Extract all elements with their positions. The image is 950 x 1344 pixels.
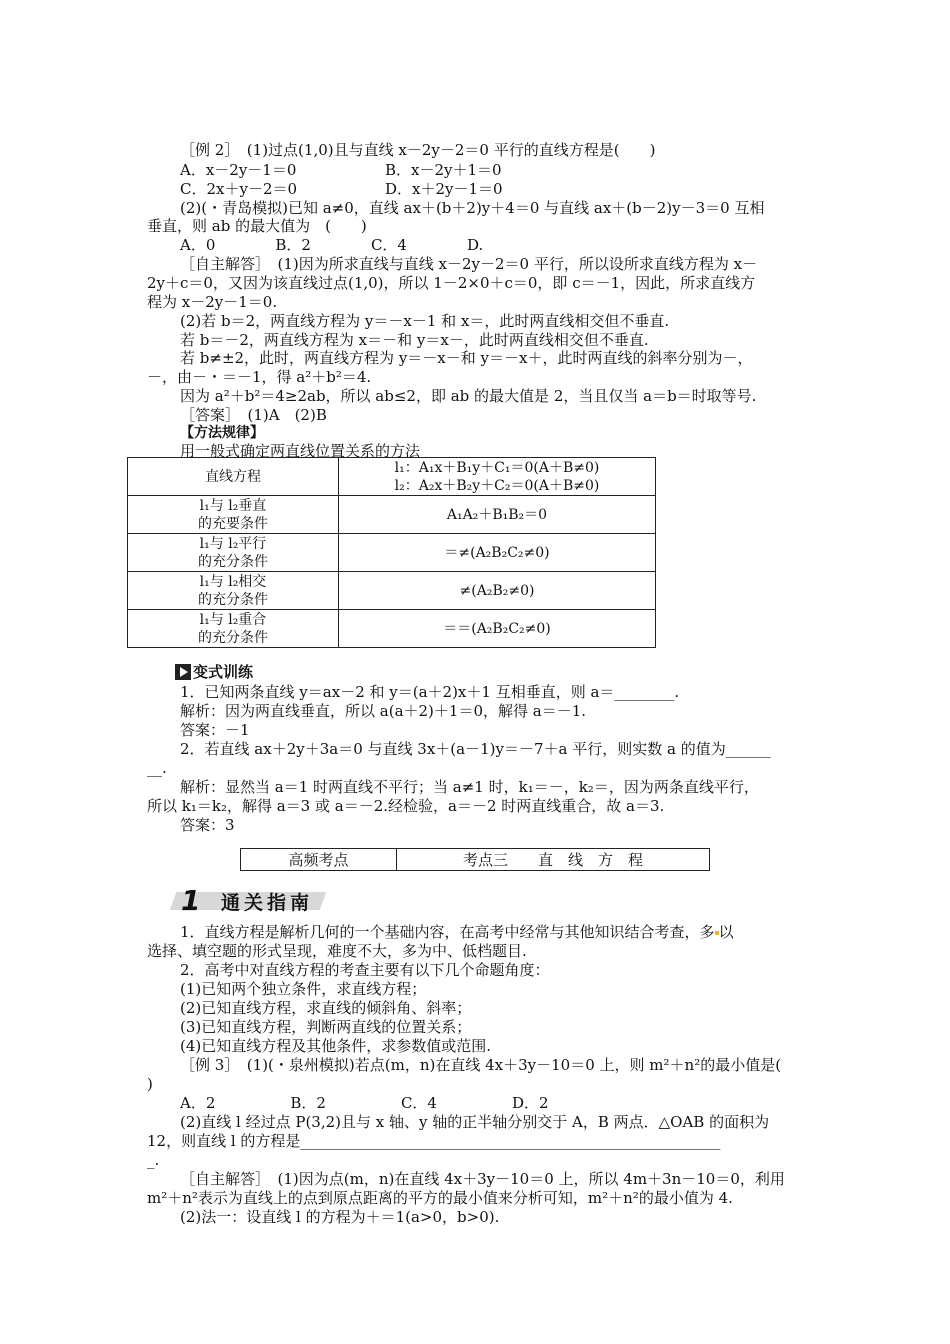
example2-solution2-line4: －，由－・＝－1，得 a²＋b²＝4.: [147, 368, 372, 386]
topic-bar: [240, 848, 710, 871]
example2-solution1-line3: 程为 x－2y－1＝0.: [147, 293, 278, 311]
relation-row-coincide: [128, 610, 656, 648]
relation-row-intersect: [128, 572, 656, 610]
example3-solution1-line1: ［自主解答］ (1)因为点(m，n)在直线 4x＋3y－10＝0 上，所以 4m＋3n－10＝0，利用: [180, 1170, 785, 1188]
example2-option-b: B．x－2y＋1＝0: [385, 161, 502, 179]
relation-row-condition: ＝≠(A₂B₂C₂≠0): [339, 534, 656, 572]
example3-solution1-line2: m²＋n²表示为直线上的点到原点距离的平方的最小值来分析可知，m²＋n²的最小值为 4.: [147, 1189, 733, 1207]
example3-solution2: (2)法一：设直线 l 的方程为＋＝1(a>0，b>0).: [180, 1208, 500, 1226]
example2-solution2-line3: 若 b≠±2，此时，两直线方程为 y＝－x－和 y＝－x＋，此时两直线的斜率分别为－，: [180, 349, 753, 367]
example2-question1: ［例 2］ (1)过点(1,0)且与直线 x－2y－2＝0 平行的直线方程是( ): [180, 141, 656, 159]
relation-header-l2: l₂：A₂x＋B₂y＋C₂＝0(A＋B≠0): [394, 477, 600, 494]
relation-row-label: 的充分条件: [198, 591, 268, 608]
example3-question2-line1: (2)直线 l 经过点 P(3,2)且与 x 轴、y 轴的正半轴分别交于 A，B 两点．△OAB 的面积为: [180, 1113, 770, 1131]
guide-item6: (4)已知直线方程及其他条件，求参数值或范围.: [180, 1037, 492, 1055]
example2-question2-line2: 垂直，则 ab 的最大值为 ( ): [147, 217, 367, 235]
guide-title: 通关指南: [221, 892, 314, 914]
variant-problem1-solution: 解析：因为两直线垂直，所以 a(a＋2)＋1＝0，解得 a＝－1.: [180, 702, 587, 720]
topic-left: 高频考点: [241, 849, 397, 871]
variant-problem2-line1: 2．若直线 ax＋2y＋3a＝0 与直线 3x＋(a－1)y＝－7＋a 平行，则实数 a 的值为______: [180, 740, 771, 758]
example3-question2-line2: 12，则直线 l 的方程是________________________________________________________: [147, 1132, 721, 1150]
example2-solution1-line1: ［自主解答］ (1)因为所求直线与直线 x－2y－2＝0 平行，所以设所求直线方程为 x－: [180, 255, 758, 273]
relation-row-label: l₁与 l₂垂直: [199, 497, 267, 514]
example3-question1-line1: ［例 3］ (1)(・泉州模拟)若点(m，n)在直线 4x＋3y－10＝0 上，则 m²＋n²的最小值是(: [180, 1056, 782, 1074]
relation-row-label: l₁与 l₂相交: [199, 573, 267, 590]
guide-item1-text: 1．直线方程是解析几何的一个基础内容，在高考中经常与其他知识结合考查，多: [180, 923, 715, 941]
example2-answer: ［答案］ (1)A (2)B: [180, 406, 327, 424]
example2-option-a: A．x－2y－1＝0: [180, 161, 297, 179]
guide-item1-line1: [180, 922, 734, 942]
guide-item1-tail: 以: [718, 923, 734, 941]
relation-row-label: 的充要条件: [198, 515, 268, 532]
example2-question2-line1: (2)(・青岛模拟)已知 a≠0，直线 ax＋(b＋2)y＋4＝0 与直线 ax＋(b－2)y－3＝0 互相: [180, 199, 765, 217]
relation-table: [127, 457, 656, 648]
guide-item2: 2．高考中对直线方程的考查主要有以下几个命题角度：: [180, 961, 550, 979]
relation-row-label: l₁与 l₂平行: [199, 535, 267, 552]
example3-question1-line2: ): [147, 1075, 153, 1093]
guide-number: 1: [181, 884, 201, 917]
example3-options: A．2 B．2 C．4 D．2: [180, 1094, 549, 1112]
example2-option-d: D．x＋2y－1＝0: [385, 180, 503, 198]
variant-title: 变式训练: [193, 663, 254, 681]
relation-table-header: [128, 458, 656, 496]
example3-question2-line3: _.: [147, 1151, 160, 1169]
relation-row-condition: ≠(A₂B₂≠0): [339, 572, 656, 610]
example2-solution2-line5: 因为 a²＋b²＝4≥2ab，所以 ab≤2，即 ab 的最大值是 2，当且仅当 a＝b＝时取等号.: [180, 387, 757, 405]
topic-right: 考点三 直 线 方 程: [397, 849, 710, 871]
relation-row-condition: ＝＝(A₂B₂C₂≠0): [339, 610, 656, 648]
guide-item5: (3)已知直线方程，判断两直线的位置关系；: [180, 1018, 472, 1036]
variant-problem2-solution1: 解析：显然当 a＝1 时两直线不平行；当 a≠1 时，k₁＝－，k₂＝，因为两条直线平行，: [180, 778, 759, 796]
variant-problem2-answer: 答案：3: [180, 816, 235, 834]
relation-row-label: 的充分条件: [198, 553, 268, 570]
example2-solution2-line2: 若 b＝－2，两直线方程为 x＝－和 y＝x－，此时两直线相交但不垂直.: [180, 331, 649, 349]
method-title: 【方法规律】: [180, 425, 264, 441]
variant-problem1-answer: 答案：－1: [180, 721, 250, 739]
method-subtitle: 用一般式确定两直线位置关系的方法: [180, 442, 421, 460]
variant-problem2-solution2: 所以 k₁＝k₂，解得 a＝3 或 a＝－2.经检验，a＝－2 时两直线重合，故 a＝3.: [147, 797, 665, 815]
relation-row-parallel: [128, 534, 656, 572]
relation-row-label: l₁与 l₂重合: [199, 611, 267, 628]
example2-question2-options: A．0 B．2 C．4 D.: [180, 236, 484, 254]
guide-header: [173, 884, 323, 917]
example2-option-c: C．2x＋y－2＝0: [180, 180, 298, 198]
variant-problem1: 1．已知两条直线 y＝ax－2 和 y＝(a＋2)x＋1 互相垂直，则 a＝________.: [180, 683, 680, 701]
relation-header-right: [339, 458, 656, 496]
relation-row-perpendicular: [128, 496, 656, 534]
variant-problem2-line2: __.: [147, 759, 167, 777]
play-icon: [175, 664, 191, 680]
relation-header-left: 直线方程: [128, 458, 339, 496]
guide-item3: (1)已知两个独立条件，求直线方程；: [180, 980, 427, 998]
guide-item4: (2)已知直线方程，求直线的倾斜角、斜率；: [180, 999, 472, 1017]
example2-solution2-line1: (2)若 b＝2，两直线方程为 y＝－x－1 和 x＝，此时两直线相交但不垂直.: [180, 312, 670, 330]
relation-header-l1: l₁：A₁x＋B₁y＋C₁＝0(A＋B≠0): [394, 459, 600, 476]
example2-solution1-line2: 2y＋c＝0，又因为该直线过点(1,0)，所以 1－2×0＋c＝0，即 c＝－1，因此，所求直线方: [147, 274, 756, 292]
relation-row-condition: A₁A₂＋B₁B₂＝0: [339, 496, 656, 534]
relation-row-label: 的充分条件: [198, 629, 268, 646]
guide-item1-line2: 选择、填空题的形式呈现，难度不大，多为中、低档题目.: [147, 942, 527, 960]
